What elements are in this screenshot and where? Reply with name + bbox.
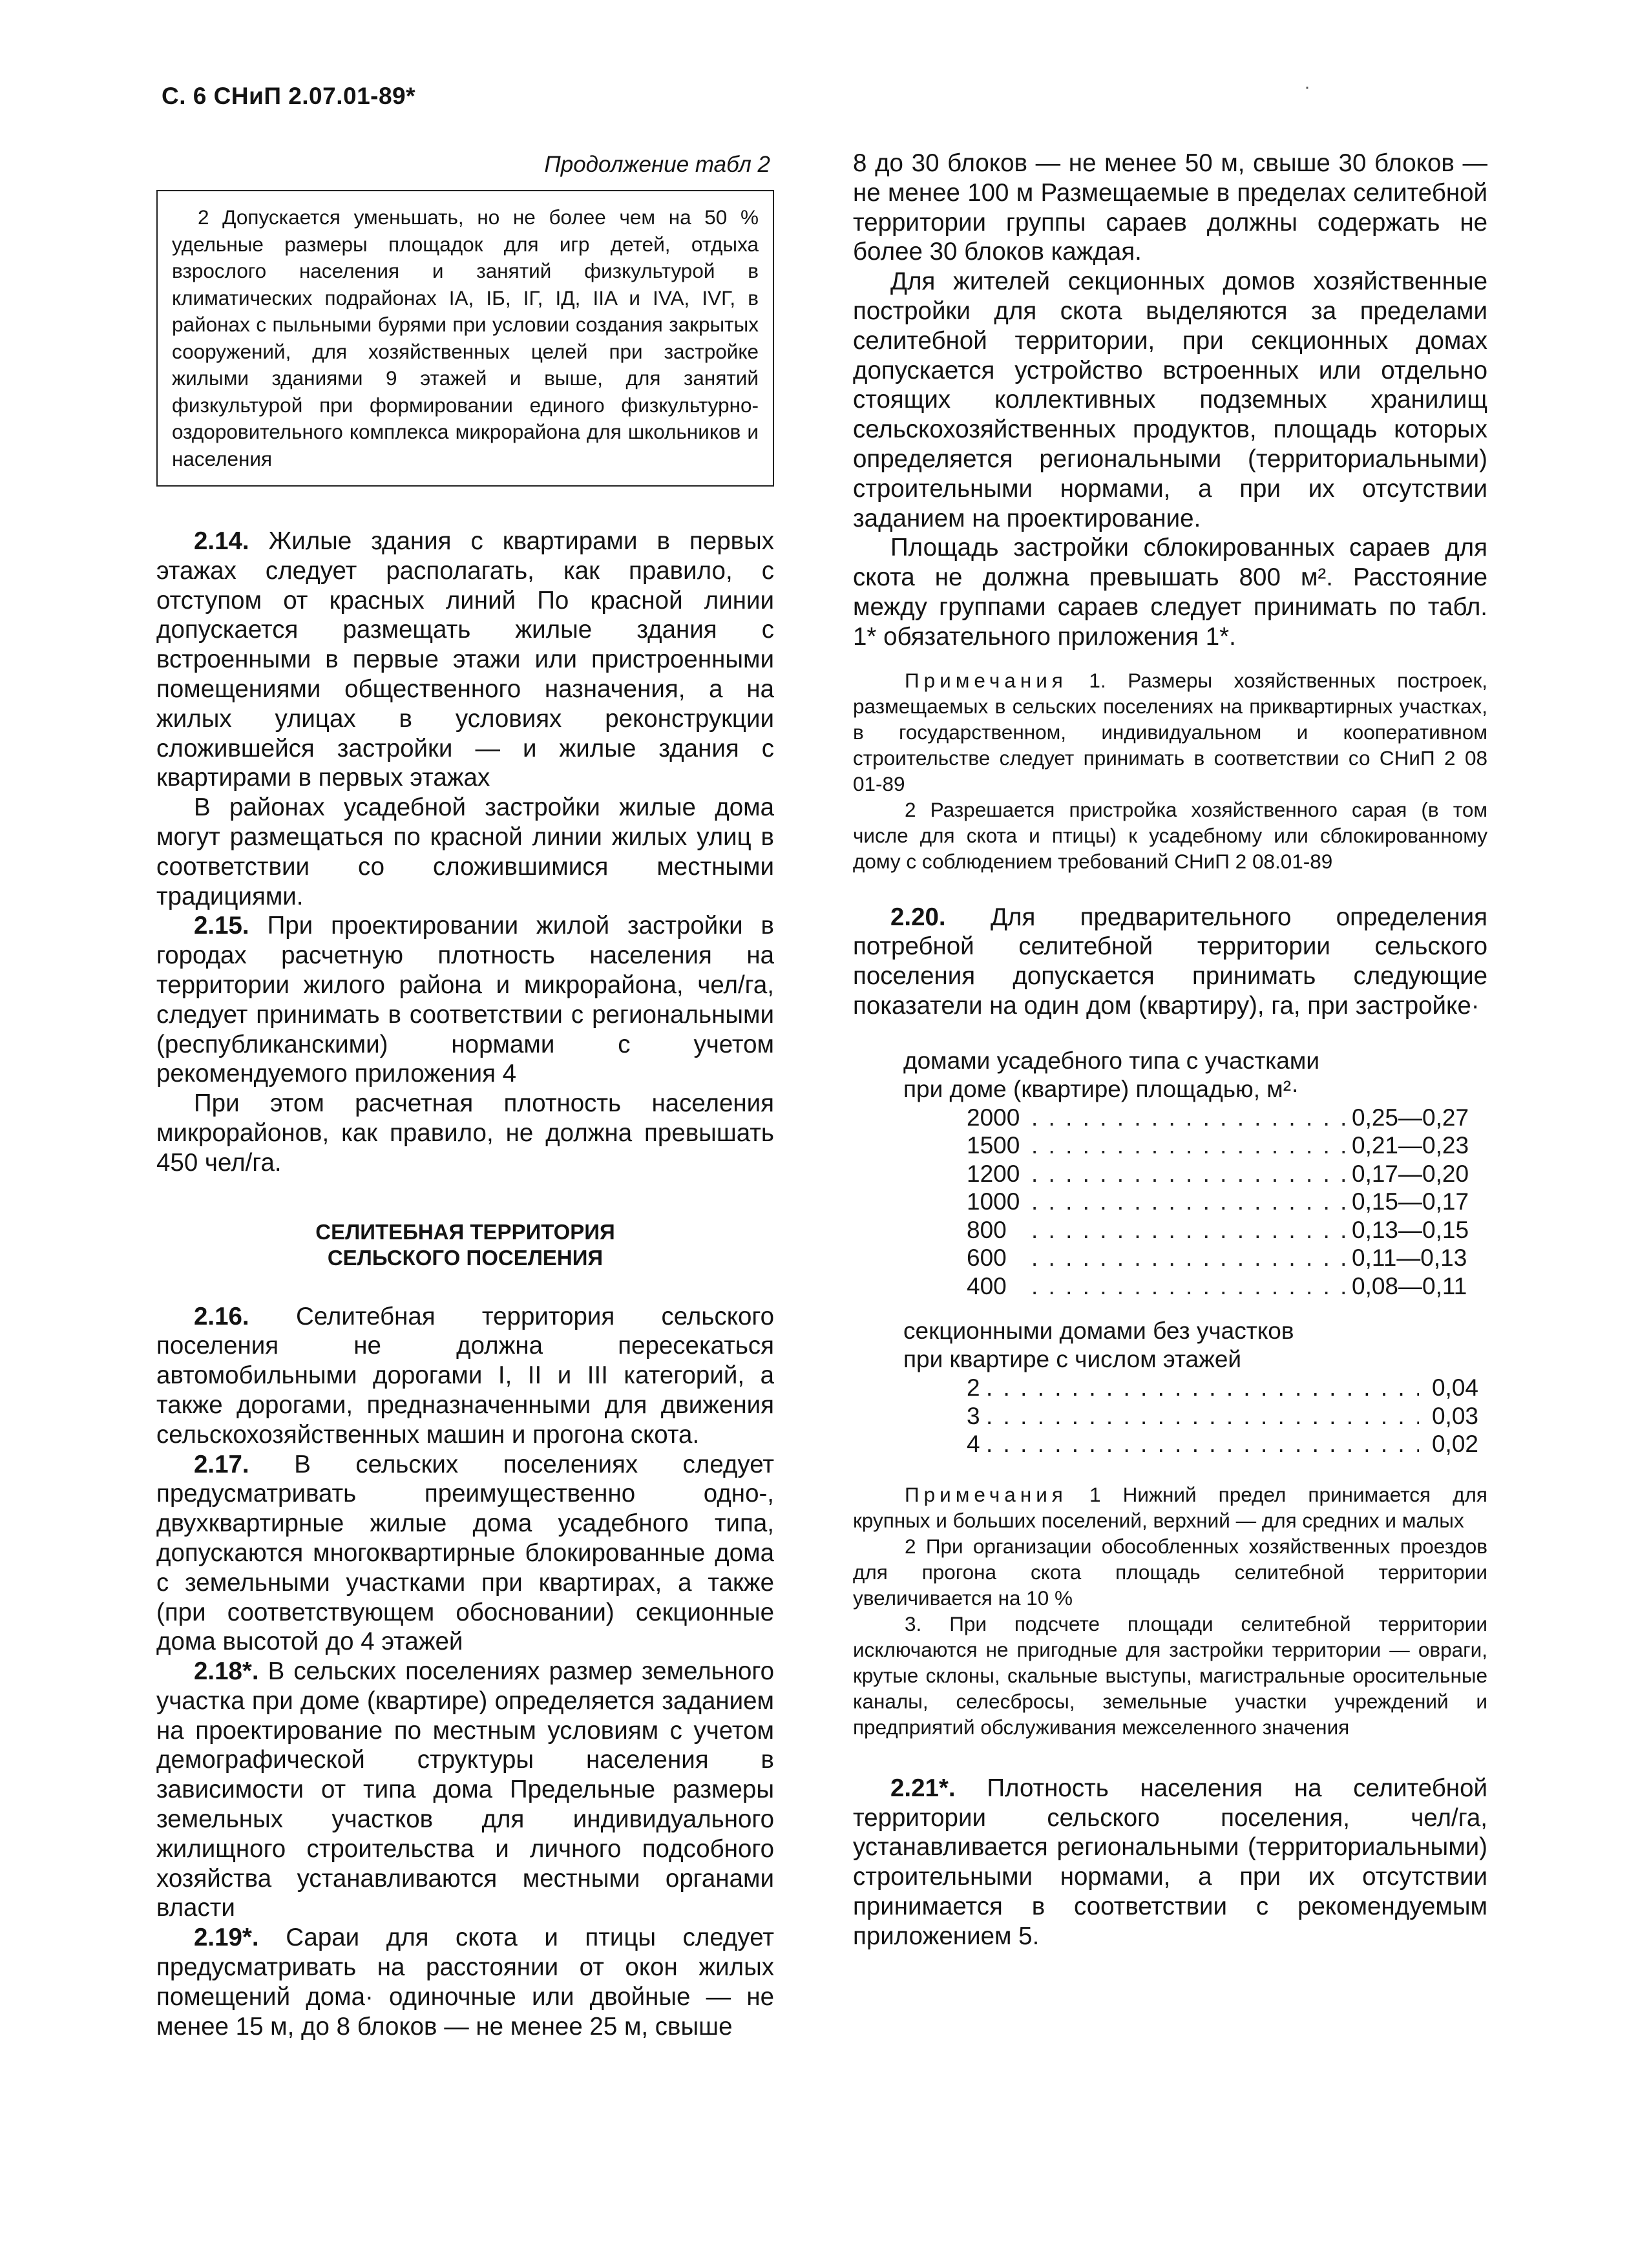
list-row: [967, 1430, 1487, 1458]
note-item: 3. При подсчете площади селитебной территории исключаются не пригодные для застройки территории — овраги, крутые склоны, скальные выступы, магистральные оросительные каналы, селесбросы, земельные участки учреждений и предприятий обслуживания межселенного значения: [853, 1612, 1487, 1739]
table-note-text: 2 Допускается уменьшать, но не более чем на 50 % удельные размеры площадок для игр детей, отдыха взрослого населения и занятий физкультурой в климатических подрайонах IA, IБ, IГ, IД, IIA и IVA, IVГ, в районах с пыльными бурями при условии создания закрытых сооружений, для хозяйственных целей при застройке жилыми зданиями 9 этажей и выше, для занятий физкультурой при формировании единого физкультурно-оздоровительного комплекса микрорайона для школьников и населения: [172, 205, 759, 470]
leader-dots: [986, 1374, 1419, 1402]
clause-text: Плотность населения на селитебной территории сельского поселения, чел/га, устанавливается региональными (территориальными) строительными нормами, а при их отсутствии принимается в соответствии с рекомендуемым приложением 5.: [853, 1774, 1487, 1950]
row-value: 0,21—0,23: [1352, 1132, 1469, 1159]
list-row: [967, 1272, 1487, 1301]
leader-dots: [1031, 1272, 1348, 1301]
list-intro-line: при доме (квартире) площадью, м²·: [903, 1075, 1299, 1102]
note-item: 2 Разрешается пристройка хозяйственного сарая (в том числе для скота и птицы) к усадебному или сблокированному дому с соблюдением требований СНиП 2 08.01-89: [853, 797, 1487, 873]
leader-dots: [1031, 1131, 1348, 1160]
clause-text: Для предварительного определения потребной селитебной территории сельского поселения допускается принимать следующие показатели на один дом (квартиру), га, при застройке·: [853, 903, 1488, 1020]
leader-dots: [1031, 1188, 1348, 1216]
notes-label: Примечания: [905, 668, 1067, 692]
row-value: 0,02: [1431, 1431, 1478, 1458]
left-body-text: [156, 527, 774, 1178]
row-key: 400: [967, 1272, 1007, 1299]
row-key: 3: [967, 1402, 980, 1429]
right-body-text: [853, 149, 1487, 652]
note-text: 1. Размеры хозяйственных построек, размещаемых в сельских поселениях на приквартирных участках, в государственном, индивидуальном и кооперативном строительстве следует принимать в соответствии со СНиП 2 08 01-89: [853, 668, 1487, 795]
note-text: 1 Нижний предел принимается для крупных и больших поселений, верхний — для средних и малых: [853, 1482, 1487, 1532]
clause-2-17: [156, 1450, 774, 1657]
scan-dot: ·: [1304, 76, 1310, 98]
row-value: 0,08—0,11: [1352, 1272, 1467, 1299]
row-value: 0,11—0,13: [1352, 1244, 1467, 1272]
row-key: 1200: [967, 1160, 1020, 1187]
section-title-line-2: СЕЛЬСКОГО ПОСЕЛЕНИЯ: [327, 1245, 604, 1270]
paragraph: При этом расчетная плотность населения микрорайонов, как правило, не должна превышать 450 чел/га.: [156, 1089, 774, 1177]
leader-dots: [1031, 1216, 1348, 1244]
clause-2-21-block: [853, 1774, 1487, 1951]
list-intro-line: домами усадебного типа с участками: [903, 1047, 1319, 1074]
paragraph: Для жителей секционных домов хозяйственные постройки для скота выделяются за пределами селитебной территории, при секционных домах допускается устройство встроенных или отдельно стоящих коллективных подземных хранилищ сельскохозяйственных продуктов, площадь которых определяется региональными (территориальными) строительными нормами, а при их отсутствии заданием на проектирование.: [853, 268, 1487, 532]
left-body-text-2: [156, 1302, 774, 2042]
page-header: С. 6 СНиП 2.07.01-89*: [162, 83, 416, 109]
list-row: [967, 1131, 1487, 1160]
clause-number: 2.14.: [194, 527, 249, 555]
table-continuation-label: Продолжение табл 2: [544, 152, 770, 177]
right-column: [853, 149, 1487, 1951]
leader-dots: [1031, 1160, 1348, 1188]
clause-2-18: [156, 1657, 774, 1923]
table-note-box: [156, 190, 774, 487]
row-value: 0,25—0,27: [1352, 1104, 1469, 1131]
clause-number: 2.16.: [194, 1302, 249, 1330]
list-row: [967, 1104, 1487, 1132]
list-intro-2: [903, 1317, 1487, 1374]
list-row: [967, 1374, 1487, 1402]
clause-text: При проектировании жилой застройки в городах расчетную плотность населения на территории жилого района и микрорайона, чел/га, следует принимать в соответствии с региональными (республиканскими) нормами с учетом рекомендуемого приложения 4: [156, 912, 774, 1088]
list-row: [967, 1216, 1487, 1244]
clause-2-19: [156, 1923, 774, 2041]
row-value: 0,13—0,15: [1352, 1216, 1469, 1243]
row-key: 600: [967, 1244, 1007, 1272]
row-value: 0,04: [1431, 1374, 1478, 1402]
clause-2-20: [853, 903, 1487, 1021]
note-item: [853, 667, 1487, 797]
clause-number: 2.15.: [194, 912, 249, 940]
list-row: [967, 1402, 1487, 1431]
clause-text: Селитебная территория сельского поселения не должна пересекаться автомобильными дорогами I, II и III категорий, а также дорогами, предназначенными для движения сельскохозяйственных машин и прогона скота.: [156, 1302, 774, 1449]
clause-text: В сельских поселениях размер земельного участка при доме (квартире) определяется заданием на проектирование по местным условиям с учетом демографической структуры населения в зависимости от типа дома Предельные размеры земельных участков для индивидуального жилищного строительства и личного подсобного хозяйства устанавливаются местными органами власти: [156, 1657, 775, 1922]
row-value: 0,17—0,20: [1352, 1160, 1469, 1187]
area-list: [853, 1104, 1487, 1301]
list-intro-line: секционными домами без участков: [903, 1318, 1294, 1345]
left-column: [156, 150, 774, 2041]
clause-2-20-block: [853, 903, 1487, 1021]
list-row: [967, 1160, 1487, 1188]
clause-number: 2.20.: [890, 903, 946, 931]
list-row: [967, 1244, 1487, 1272]
section-title: [156, 1219, 774, 1271]
row-key: 4: [967, 1431, 980, 1458]
list-row: [967, 1188, 1487, 1216]
list-intro-line: при квартире с числом этажей: [903, 1346, 1242, 1373]
leader-dots: [1031, 1104, 1348, 1132]
clause-number: 2.18*.: [194, 1657, 259, 1686]
row-value: 0,15—0,17: [1352, 1188, 1469, 1215]
leader-dots: [986, 1402, 1419, 1431]
clause-2-15: [156, 911, 774, 1089]
clause-2-19-continued: 8 до 30 блоков — не менее 50 м, свыше 30 блоков — не менее 100 м Размещаемые в пределах селитебной территории группы сараев должны содержать не более 30 блоков каждая.: [853, 149, 1487, 266]
notes-block-2: [853, 1482, 1487, 1740]
list-intro-1: [903, 1047, 1487, 1104]
notes-label: Примечания: [905, 1482, 1067, 1506]
clause-number: 2.19*.: [194, 1924, 259, 1952]
clause-number: 2.21*.: [890, 1774, 956, 1802]
row-key: 2: [967, 1374, 980, 1402]
note-item: 2 При организации обособленных хозяйственных проездов для прогона скота площадь селитебной территории увеличивается на 10 %: [853, 1534, 1487, 1610]
clause-text: В сельских поселениях следует предусматривать преимущественно одно-, двухквартирные жилые дома усадебного типа, допускаются многоквартирные блокированные дома с земельными участками при квартирах, а также (при соответствующем обосновании) секционные дома высотой до 4 этажей: [156, 1450, 774, 1656]
clause-2-16: [156, 1302, 774, 1450]
section-title-line-1: СЕЛИТЕБНАЯ ТЕРРИТОРИЯ: [315, 1219, 615, 1244]
row-key: 1000: [967, 1188, 1020, 1215]
leader-dots: [1031, 1244, 1348, 1272]
clause-2-14: [156, 527, 774, 793]
paragraph: В районах усадебной застройки жилые дома могут размещаться по красной линии жилых улиц в соответствии со сложившимися местными традициями.: [156, 793, 774, 910]
clause-2-21: [853, 1774, 1487, 1951]
clause-text: Жилые здания с квартирами в первых этажах следует располагать, как правило, с отступом от красных линий По красной линии допускается размещать жилые здания с встроенными в первые этажи или пристроенными помещениями общественного назначения, а на жилых улицах в условиях реконструкции сложившейся застройки — и жилые здания с квартирами в первых этажах: [156, 527, 774, 792]
row-key: 1500: [967, 1132, 1020, 1159]
row-key: 2000: [967, 1104, 1020, 1131]
clause-number: 2.17.: [194, 1450, 249, 1478]
row-value: 0,03: [1431, 1402, 1478, 1429]
row-key: 800: [967, 1216, 1007, 1243]
paragraph: Площадь застройки сблокированных сараев для скота не должна превышать 800 м². Расстояние между группами сараев следует принимать по табл. 1* обязательного приложения 1*.: [853, 534, 1487, 651]
floors-list: [853, 1374, 1487, 1458]
note-item: [853, 1482, 1487, 1533]
notes-block-1: [853, 667, 1487, 874]
clause-text: Сараи для скота и птицы следует предусматривать на расстоянии от окон жилых помещений дома· одиночные или двойные — не менее 15 м, до 8 блоков — не менее 25 м, свыше: [156, 1924, 774, 2041]
leader-dots: [986, 1430, 1419, 1458]
